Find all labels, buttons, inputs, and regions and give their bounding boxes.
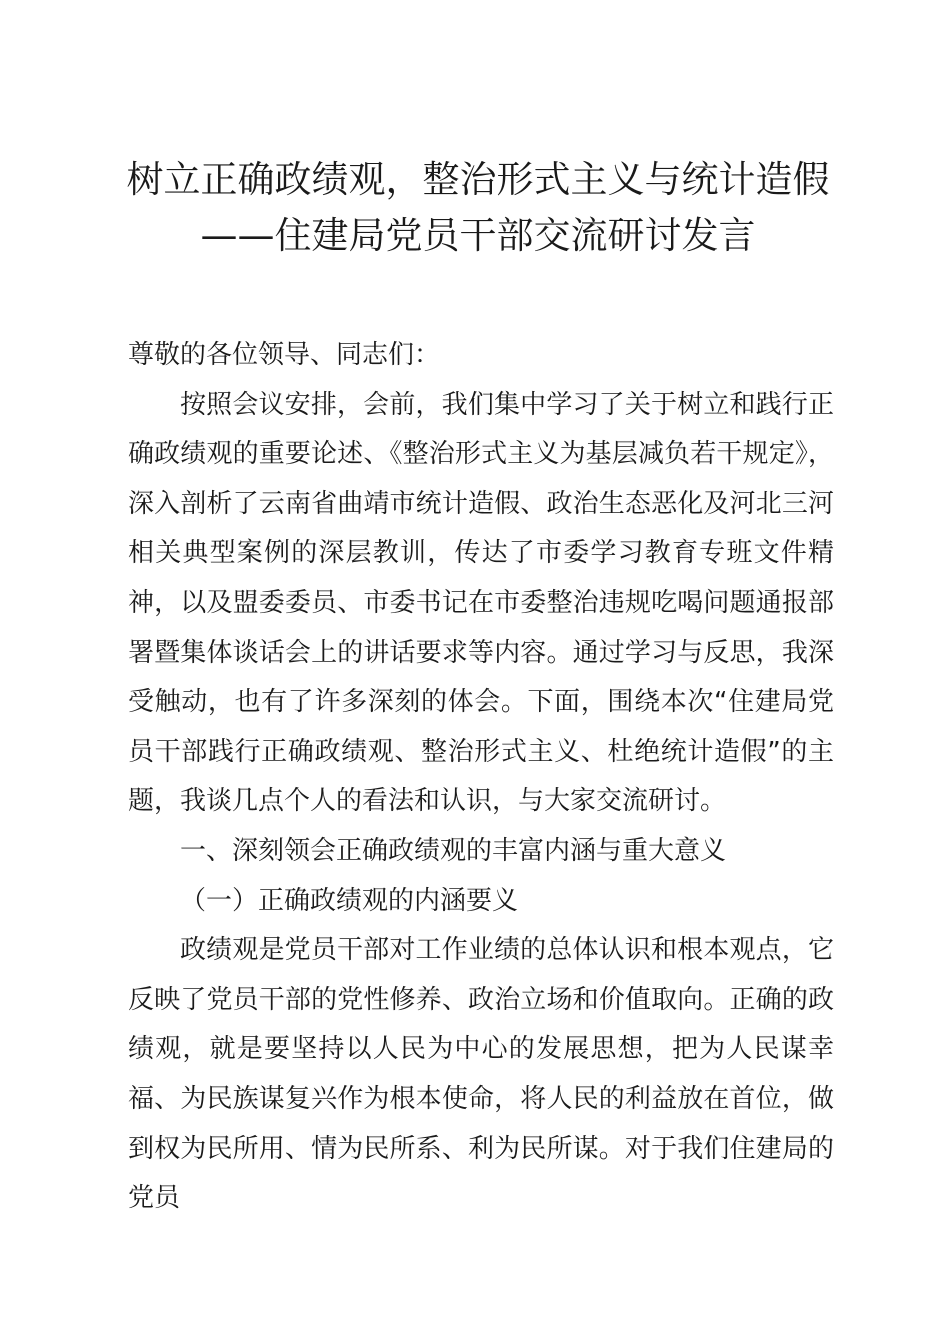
document-body (128, 331, 834, 1224)
salutation: 尊敬的各位领导、同志们： (128, 340, 441, 370)
section-heading-1: 一、深刻领会正确政绩观的丰富内涵与重大意义 (180, 835, 727, 866)
document-title: 树立正确政绩观，整治形式主义与统计造假——住建局党员干部交流研讨发言 (126, 158, 830, 257)
paragraph-intro: 按照会议安排，会前，我们集中学习了关于树立和践行正确政绩观的重要论述、《整治形式主义为基层减负若干规定》，深入剖析了云南省曲靖市统计造假、政治生态恶化及河北三河相关典型案例的深层教训，传达了市委学习教育专班文件精神，以及盟委委员、市委书记在市委整治违规吃喝问题通报部署暨集体谈话会上的讲话要求等内容。通过学习与反思，我深受触动，也有了许多深刻的体会。下面，围绕本次“住建局党员干部践行正确政绩观、整治形式主义、杜绝统计造假”的主题，我谈几点个人的看法和认识，与大家交流研讨。 (128, 389, 834, 817)
paragraph-body: 政绩观是党员干部对工作业绩的总体认识和根本观点，它反映了党员干部的党性修养、政治立场和价值取向。正确的政绩观，就是要坚持以人民为中心的发展思想，把为人民谋幸福、为民族谋复兴作为根本使命，将人民的利益放在首位，做到权为民所用、情为民所系、利为民所谋。对于我们住建局的党员 (128, 935, 834, 1214)
subsection-heading-1: （一）正确政绩观的内涵要义 (180, 885, 519, 916)
